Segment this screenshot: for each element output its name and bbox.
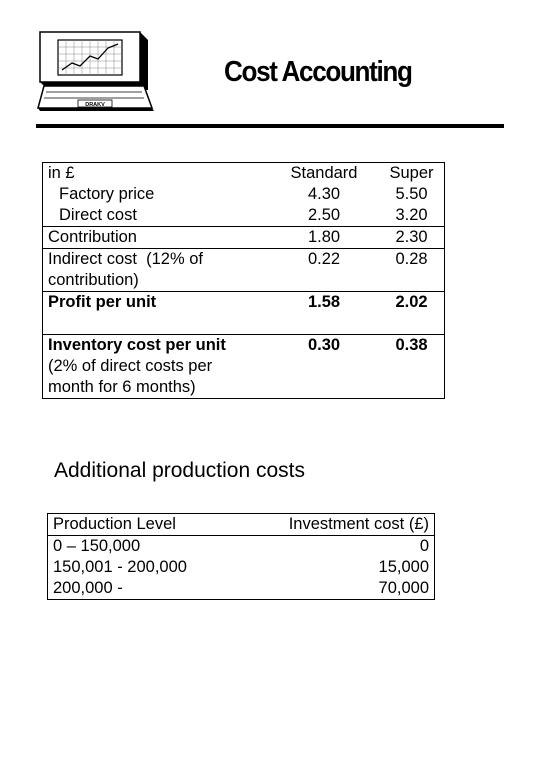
header-super: Super [389,164,434,182]
row-standard: 0.22 [269,249,379,292]
row-standard: 4.30 [307,185,341,203]
row-label: Direct cost [59,206,137,224]
row-note-line2: month for 6 months) [48,378,196,396]
row-level: 0 – 150,000 [53,537,141,555]
row-label-line2: contribution) [48,271,139,289]
table-row [43,249,445,292]
production-table-header [48,514,435,536]
header-cost: Investment cost (£) [237,514,435,536]
row-label: Contribution [43,227,270,249]
row-cost: 0 [419,537,429,555]
row-cost: 70,000 [378,579,429,597]
table-row [43,205,445,227]
header-level: Production Level [48,514,237,536]
row-super: 3.20 [395,206,428,224]
row-standard: 2.50 [307,206,341,224]
logo-label: DRAKV [85,102,105,108]
cost-table-header [43,163,445,185]
row-label [43,249,270,292]
table-row [48,557,435,578]
production-table [47,513,435,600]
table-row [43,335,445,399]
row-super: 0.28 [379,249,445,292]
page-title: Cost Accounting [224,56,412,88]
table-row [43,184,445,205]
row-label-main: Inventory cost per unit [48,336,226,354]
row-note-line1: (2% of direct costs per [48,357,213,375]
row-level: 150,001 - 200,000 [53,558,187,576]
table-row [48,578,435,600]
row-super: 2.30 [379,227,445,249]
row-label-line1: Indirect cost (12% of [48,250,203,268]
row-standard: 1.80 [269,227,379,249]
cost-table [42,162,445,399]
row-level: 200,000 - [53,579,123,597]
row-label: Factory price [59,185,155,203]
row-label [43,335,270,399]
title-divider [36,124,504,128]
row-label: Profit per unit [43,292,270,335]
row-super: 0.38 [379,335,445,399]
row-standard: 1.58 [269,292,379,335]
row-super: 5.50 [395,185,428,203]
table-row [43,227,445,249]
computer-chart-logo [36,30,156,112]
section-subtitle: Additional production costs [54,459,305,482]
row-standard: 0.30 [269,335,379,399]
table-row [48,536,435,558]
header-standard: Standard [290,164,358,182]
table-row [43,292,445,335]
header-label: in £ [48,164,75,182]
row-super: 2.02 [379,292,445,335]
row-cost: 15,000 [378,558,429,576]
